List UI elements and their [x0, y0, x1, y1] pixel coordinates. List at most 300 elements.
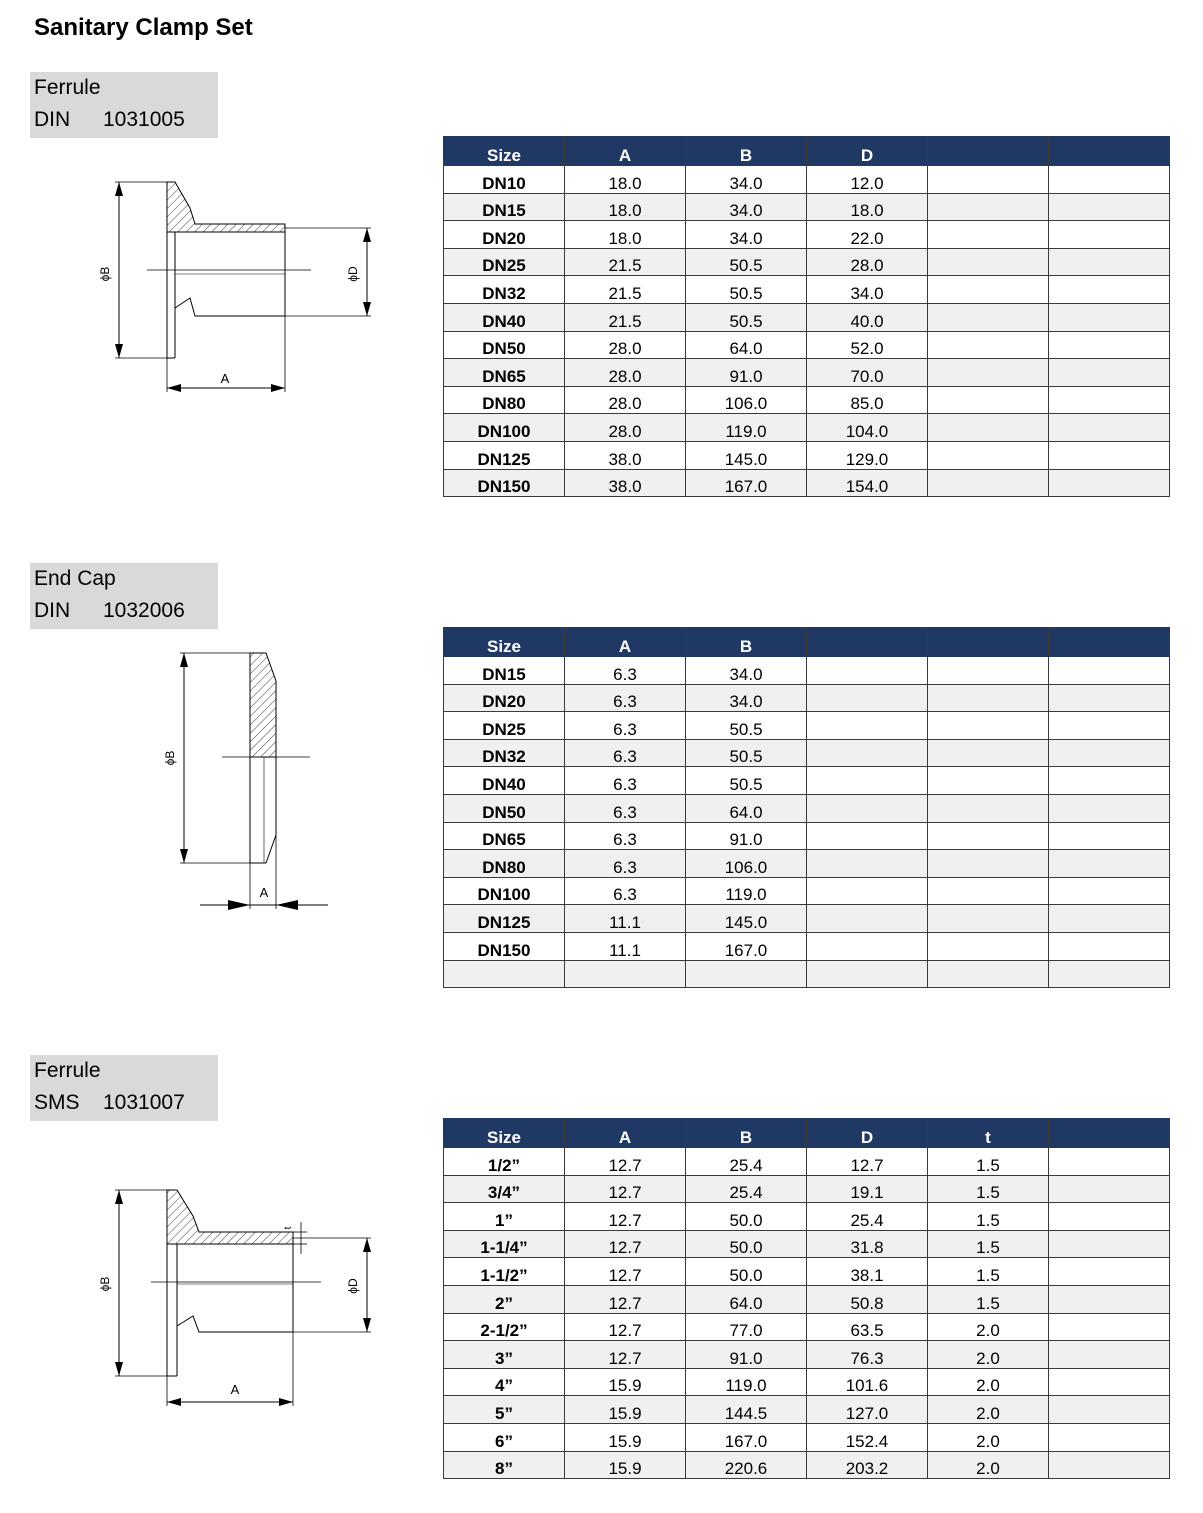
value-cell — [1049, 166, 1170, 194]
value-cell: 12.7 — [565, 1258, 686, 1286]
dimension-label-d: ϕD — [346, 1278, 360, 1294]
value-cell — [1049, 1368, 1170, 1396]
value-cell — [807, 657, 928, 685]
dimension-label-a: A — [230, 1382, 240, 1397]
size-cell: DN100 — [444, 414, 565, 442]
value-cell: 15.9 — [565, 1368, 686, 1396]
value-cell — [565, 960, 686, 988]
value-cell: 64.0 — [686, 794, 807, 822]
size-cell: DN125 — [444, 905, 565, 933]
value-cell — [1049, 1285, 1170, 1313]
table-row — [444, 1341, 1170, 1369]
value-cell: 50.5 — [686, 303, 807, 331]
value-cell: 28.0 — [565, 414, 686, 442]
value-cell: 11.1 — [565, 905, 686, 933]
size-cell: DN20 — [444, 221, 565, 249]
dimension-label-b: ϕB — [163, 750, 177, 766]
table-header-row — [444, 1119, 1170, 1148]
value-cell — [1049, 960, 1170, 988]
value-cell — [1049, 221, 1170, 249]
table-row — [444, 794, 1170, 822]
value-cell: 34.0 — [686, 684, 807, 712]
size-cell: DN50 — [444, 331, 565, 359]
value-cell: 2.0 — [928, 1341, 1049, 1369]
value-cell: 18.0 — [565, 221, 686, 249]
column-header — [928, 137, 1049, 166]
value-cell: 28.0 — [565, 359, 686, 387]
standard-label: DIN — [34, 599, 71, 622]
value-cell: 104.0 — [807, 414, 928, 442]
column-header — [928, 628, 1049, 657]
value-cell: 50.0 — [686, 1203, 807, 1231]
size-cell: DN15 — [444, 193, 565, 221]
code-label: 1031007 — [103, 1091, 185, 1114]
column-header: D — [807, 137, 928, 166]
value-cell: 119.0 — [686, 877, 807, 905]
value-cell — [807, 794, 928, 822]
value-cell: 22.0 — [807, 221, 928, 249]
value-cell: 34.0 — [686, 193, 807, 221]
size-cell: 2” — [444, 1285, 565, 1313]
column-header: Size — [444, 628, 565, 657]
value-cell — [1049, 1230, 1170, 1258]
column-header: D — [807, 1119, 928, 1148]
table-row — [444, 359, 1170, 387]
value-cell: 76.3 — [807, 1341, 928, 1369]
value-cell — [807, 905, 928, 933]
column-header — [807, 628, 928, 657]
value-cell — [807, 822, 928, 850]
size-cell: 5” — [444, 1396, 565, 1424]
value-cell: 85.0 — [807, 386, 928, 414]
value-cell: 12.7 — [565, 1203, 686, 1231]
table-row — [444, 303, 1170, 331]
value-cell — [928, 386, 1049, 414]
value-cell — [1049, 1313, 1170, 1341]
value-cell: 119.0 — [686, 414, 807, 442]
column-header: A — [565, 1119, 686, 1148]
value-cell — [928, 331, 1049, 359]
size-cell: DN125 — [444, 441, 565, 469]
table-row — [444, 684, 1170, 712]
value-cell: 15.9 — [565, 1451, 686, 1479]
value-cell: 50.0 — [686, 1258, 807, 1286]
size-cell: DN50 — [444, 794, 565, 822]
column-header: A — [565, 137, 686, 166]
value-cell — [1049, 469, 1170, 497]
table-row — [444, 248, 1170, 276]
dimension-label-a: A — [220, 371, 230, 386]
size-cell: 1” — [444, 1203, 565, 1231]
value-cell — [928, 932, 1049, 960]
size-cell — [444, 960, 565, 988]
product-name: End Cap — [34, 567, 116, 590]
value-cell — [928, 767, 1049, 795]
value-cell — [928, 166, 1049, 194]
value-cell: 2.0 — [928, 1368, 1049, 1396]
value-cell: 63.5 — [807, 1313, 928, 1341]
size-cell: 1/2” — [444, 1148, 565, 1176]
dimension-label-d: ϕD — [346, 266, 360, 282]
value-cell — [807, 712, 928, 740]
value-cell — [1049, 441, 1170, 469]
value-cell: 19.1 — [807, 1175, 928, 1203]
table-row — [444, 712, 1170, 740]
value-cell: 28.0 — [565, 331, 686, 359]
value-cell: 50.5 — [686, 248, 807, 276]
value-cell: 154.0 — [807, 469, 928, 497]
value-cell — [1049, 739, 1170, 767]
value-cell: 91.0 — [686, 822, 807, 850]
size-cell: DN25 — [444, 712, 565, 740]
value-cell: 144.5 — [686, 1396, 807, 1424]
product-name: Ferrule — [34, 76, 101, 99]
value-cell: 12.7 — [565, 1313, 686, 1341]
value-cell: 34.0 — [686, 221, 807, 249]
product-code — [30, 595, 218, 627]
value-cell: 12.7 — [565, 1148, 686, 1176]
value-cell — [807, 960, 928, 988]
size-cell: DN100 — [444, 877, 565, 905]
value-cell — [928, 877, 1049, 905]
value-cell: 18.0 — [565, 166, 686, 194]
value-cell: 34.0 — [686, 657, 807, 685]
table-row — [444, 932, 1170, 960]
dimension-label-b: ϕB — [98, 266, 112, 282]
value-cell: 145.0 — [686, 905, 807, 933]
size-cell: DN150 — [444, 469, 565, 497]
value-cell — [928, 303, 1049, 331]
value-cell: 21.5 — [565, 248, 686, 276]
value-cell: 50.5 — [686, 276, 807, 304]
value-cell — [928, 712, 1049, 740]
value-cell: 106.0 — [686, 386, 807, 414]
value-cell — [928, 414, 1049, 442]
value-cell: 25.4 — [807, 1203, 928, 1231]
value-cell — [1049, 794, 1170, 822]
value-cell — [928, 276, 1049, 304]
value-cell: 167.0 — [686, 932, 807, 960]
value-cell — [928, 441, 1049, 469]
code-label: 1032006 — [103, 599, 185, 622]
value-cell — [1049, 767, 1170, 795]
dimension-label-b: ϕB — [98, 1276, 112, 1292]
value-cell — [928, 739, 1049, 767]
value-cell: 91.0 — [686, 1341, 807, 1369]
value-cell: 21.5 — [565, 303, 686, 331]
table-row — [444, 469, 1170, 497]
column-header: A — [565, 628, 686, 657]
value-cell: 25.4 — [686, 1148, 807, 1176]
value-cell: 28.0 — [565, 386, 686, 414]
value-cell — [1049, 1148, 1170, 1176]
value-cell: 91.0 — [686, 359, 807, 387]
value-cell — [807, 684, 928, 712]
size-cell: DN40 — [444, 767, 565, 795]
size-cell: 8” — [444, 1451, 565, 1479]
size-cell: DN80 — [444, 850, 565, 878]
value-cell: 167.0 — [686, 1423, 807, 1451]
value-cell: 6.3 — [565, 850, 686, 878]
value-cell — [928, 221, 1049, 249]
value-cell: 119.0 — [686, 1368, 807, 1396]
value-cell: 1.5 — [928, 1258, 1049, 1286]
value-cell — [807, 850, 928, 878]
value-cell — [686, 960, 807, 988]
size-cell: DN65 — [444, 359, 565, 387]
value-cell: 101.6 — [807, 1368, 928, 1396]
value-cell — [928, 822, 1049, 850]
value-cell — [928, 359, 1049, 387]
value-cell: 15.9 — [565, 1423, 686, 1451]
value-cell — [1049, 1423, 1170, 1451]
value-cell: 6.3 — [565, 767, 686, 795]
value-cell — [1049, 684, 1170, 712]
table-row — [444, 1313, 1170, 1341]
column-header — [1049, 628, 1170, 657]
value-cell — [1049, 331, 1170, 359]
dimension-label-a: A — [259, 885, 269, 900]
value-cell: 21.5 — [565, 276, 686, 304]
value-cell: 12.7 — [565, 1285, 686, 1313]
table-row — [444, 414, 1170, 442]
value-cell: 2.0 — [928, 1451, 1049, 1479]
table-row — [444, 739, 1170, 767]
value-cell — [807, 932, 928, 960]
value-cell — [928, 469, 1049, 497]
value-cell: 6.3 — [565, 822, 686, 850]
value-cell: 18.0 — [565, 193, 686, 221]
value-cell — [928, 960, 1049, 988]
ferrule-din-table — [443, 136, 1170, 497]
value-cell: 1.5 — [928, 1203, 1049, 1231]
value-cell: 6.3 — [565, 739, 686, 767]
value-cell: 64.0 — [686, 1285, 807, 1313]
table-row — [444, 1451, 1170, 1479]
column-header — [1049, 1119, 1170, 1148]
size-cell: DN150 — [444, 932, 565, 960]
value-cell: 6.3 — [565, 794, 686, 822]
table-row — [444, 822, 1170, 850]
value-cell: 106.0 — [686, 850, 807, 878]
value-cell — [1049, 822, 1170, 850]
column-header: t — [928, 1119, 1049, 1148]
table-row — [444, 767, 1170, 795]
value-cell: 6.3 — [565, 877, 686, 905]
value-cell: 28.0 — [807, 248, 928, 276]
endcap-drawing — [160, 645, 340, 915]
section-label-endcap-din — [30, 563, 218, 629]
value-cell — [1049, 657, 1170, 685]
value-cell: 12.7 — [807, 1148, 928, 1176]
table-row — [444, 1285, 1170, 1313]
table-row — [444, 331, 1170, 359]
value-cell: 77.0 — [686, 1313, 807, 1341]
column-header — [1049, 137, 1170, 166]
size-cell: DN32 — [444, 276, 565, 304]
value-cell: 145.0 — [686, 441, 807, 469]
table-row — [444, 1175, 1170, 1203]
column-header: Size — [444, 137, 565, 166]
table-row — [444, 1148, 1170, 1176]
column-header: B — [686, 1119, 807, 1148]
value-cell: 12.7 — [565, 1230, 686, 1258]
value-cell: 34.0 — [807, 276, 928, 304]
size-cell: DN20 — [444, 684, 565, 712]
endcap-din-table — [443, 627, 1170, 988]
value-cell: 34.0 — [686, 166, 807, 194]
size-cell: DN32 — [444, 739, 565, 767]
value-cell: 50.0 — [686, 1230, 807, 1258]
table-row — [444, 1396, 1170, 1424]
table-row — [444, 221, 1170, 249]
value-cell: 12.7 — [565, 1341, 686, 1369]
value-cell — [1049, 1341, 1170, 1369]
value-cell — [1049, 359, 1170, 387]
value-cell: 50.5 — [686, 739, 807, 767]
value-cell — [1049, 712, 1170, 740]
value-cell: 6.3 — [565, 684, 686, 712]
value-cell — [807, 877, 928, 905]
size-cell: DN15 — [444, 657, 565, 685]
size-cell: 1-1/4” — [444, 1230, 565, 1258]
value-cell: 152.4 — [807, 1423, 928, 1451]
size-cell: 1-1/2” — [444, 1258, 565, 1286]
value-cell: 15.9 — [565, 1396, 686, 1424]
table-row — [444, 850, 1170, 878]
table-row — [444, 1258, 1170, 1286]
product-code — [30, 1087, 218, 1119]
value-cell: 38.0 — [565, 441, 686, 469]
table-row — [444, 1423, 1170, 1451]
size-cell: DN10 — [444, 166, 565, 194]
column-header: Size — [444, 1119, 565, 1148]
value-cell: 50.5 — [686, 712, 807, 740]
value-cell — [928, 657, 1049, 685]
value-cell: 2.0 — [928, 1313, 1049, 1341]
value-cell: 6.3 — [565, 712, 686, 740]
value-cell — [807, 767, 928, 795]
value-cell — [807, 739, 928, 767]
value-cell: 25.4 — [686, 1175, 807, 1203]
value-cell — [928, 794, 1049, 822]
table-row — [444, 657, 1170, 685]
value-cell: 18.0 — [807, 193, 928, 221]
code-label: 1031005 — [103, 108, 185, 131]
table-row — [444, 1203, 1170, 1231]
value-cell: 12.0 — [807, 166, 928, 194]
value-cell: 31.8 — [807, 1230, 928, 1258]
value-cell — [1049, 386, 1170, 414]
value-cell: 70.0 — [807, 359, 928, 387]
value-cell: 6.3 — [565, 657, 686, 685]
value-cell: 220.6 — [686, 1451, 807, 1479]
value-cell: 40.0 — [807, 303, 928, 331]
table-row — [444, 276, 1170, 304]
section-label-ferrule-sms — [30, 1055, 218, 1121]
value-cell: 203.2 — [807, 1451, 928, 1479]
table-row — [444, 166, 1170, 194]
value-cell: 2.0 — [928, 1423, 1049, 1451]
value-cell — [1049, 1175, 1170, 1203]
value-cell — [1049, 303, 1170, 331]
table-row — [444, 905, 1170, 933]
value-cell: 52.0 — [807, 331, 928, 359]
value-cell: 167.0 — [686, 469, 807, 497]
value-cell — [1049, 932, 1170, 960]
value-cell — [928, 684, 1049, 712]
ferrule-sms-table — [443, 1118, 1170, 1479]
table-row — [444, 386, 1170, 414]
value-cell — [1049, 1258, 1170, 1286]
value-cell — [928, 193, 1049, 221]
value-cell: 2.0 — [928, 1396, 1049, 1424]
table-row — [444, 960, 1170, 988]
size-cell: 4” — [444, 1368, 565, 1396]
value-cell: 1.5 — [928, 1175, 1049, 1203]
value-cell — [1049, 1396, 1170, 1424]
ferrule-din-drawing — [95, 170, 385, 400]
size-cell: DN80 — [444, 386, 565, 414]
value-cell: 11.1 — [565, 932, 686, 960]
value-cell — [1049, 276, 1170, 304]
value-cell: 129.0 — [807, 441, 928, 469]
value-cell: 127.0 — [807, 1396, 928, 1424]
column-header: B — [686, 137, 807, 166]
ferrule-sms-drawing — [95, 1180, 385, 1410]
table-header-row — [444, 137, 1170, 166]
value-cell — [1049, 193, 1170, 221]
value-cell — [928, 248, 1049, 276]
value-cell: 50.5 — [686, 767, 807, 795]
value-cell — [928, 905, 1049, 933]
value-cell — [1049, 850, 1170, 878]
size-cell: DN40 — [444, 303, 565, 331]
section-label-ferrule-din — [30, 72, 218, 138]
value-cell — [1049, 414, 1170, 442]
table-row — [444, 441, 1170, 469]
table-row — [444, 1368, 1170, 1396]
product-name: Ferrule — [34, 1059, 101, 1082]
size-cell: DN65 — [444, 822, 565, 850]
value-cell: 50.8 — [807, 1285, 928, 1313]
table-header-row — [444, 628, 1170, 657]
standard-label: SMS — [34, 1091, 80, 1114]
value-cell — [1049, 1451, 1170, 1479]
value-cell: 12.7 — [565, 1175, 686, 1203]
size-cell: 6” — [444, 1423, 565, 1451]
value-cell: 1.5 — [928, 1230, 1049, 1258]
value-cell — [928, 850, 1049, 878]
value-cell: 38.0 — [565, 469, 686, 497]
table-row — [444, 1230, 1170, 1258]
table-row — [444, 193, 1170, 221]
value-cell: 64.0 — [686, 331, 807, 359]
value-cell: 1.5 — [928, 1285, 1049, 1313]
size-cell: 3/4” — [444, 1175, 565, 1203]
product-code — [30, 104, 218, 136]
size-cell: DN25 — [444, 248, 565, 276]
standard-label: DIN — [34, 108, 71, 131]
page-title: Sanitary Clamp Set — [34, 14, 253, 41]
value-cell: 38.1 — [807, 1258, 928, 1286]
value-cell — [1049, 905, 1170, 933]
size-cell: 3” — [444, 1341, 565, 1369]
size-cell: 2-1/2” — [444, 1313, 565, 1341]
table-row — [444, 877, 1170, 905]
value-cell — [1049, 877, 1170, 905]
value-cell — [1049, 248, 1170, 276]
